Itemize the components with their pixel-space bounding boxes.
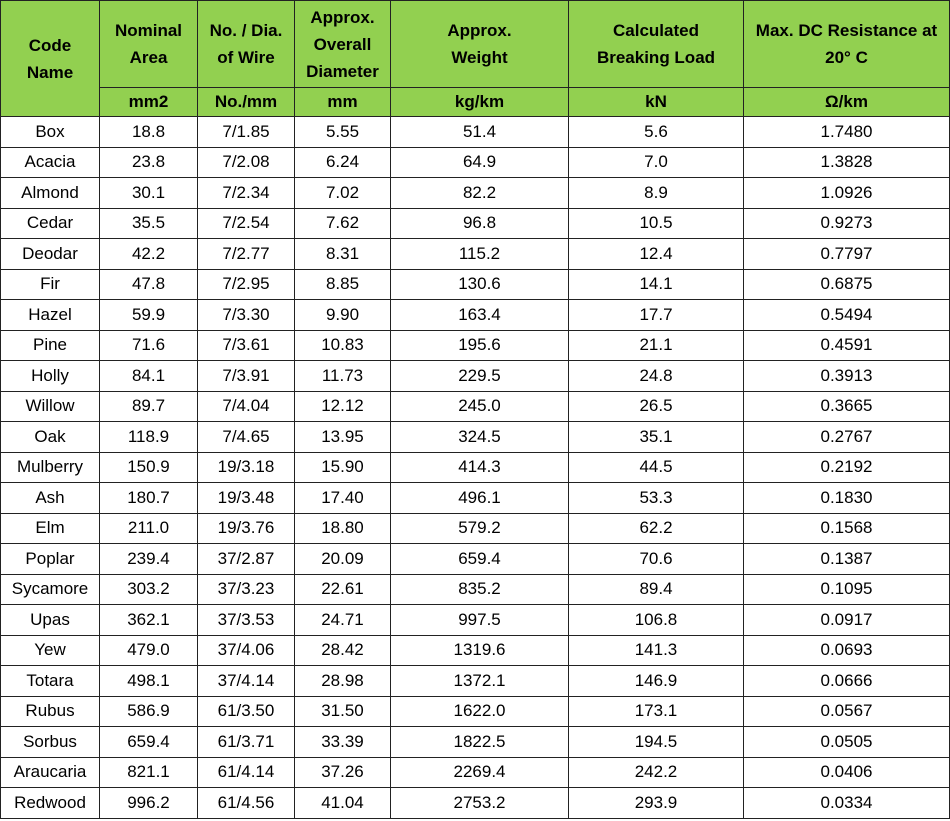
cell-code-name: Box bbox=[1, 117, 100, 148]
cell-dc-resistance: 0.0505 bbox=[744, 727, 950, 758]
cell-code-name: Hazel bbox=[1, 300, 100, 331]
cell-nominal-area: 23.8 bbox=[100, 147, 198, 178]
cell-overall-diameter: 22.61 bbox=[295, 574, 391, 605]
table-row bbox=[1, 788, 950, 819]
cell-code-name: Araucaria bbox=[1, 757, 100, 788]
table-row bbox=[1, 605, 950, 636]
cell-weight: 115.2 bbox=[391, 239, 569, 270]
cell-wire-count-diameter: 37/4.06 bbox=[198, 635, 295, 666]
cell-overall-diameter: 13.95 bbox=[295, 422, 391, 453]
cell-overall-diameter: 7.02 bbox=[295, 178, 391, 209]
cell-nominal-area: 996.2 bbox=[100, 788, 198, 819]
cell-wire-count-diameter: 7/2.95 bbox=[198, 269, 295, 300]
cell-nominal-area: 59.9 bbox=[100, 300, 198, 331]
cell-code-name: Cedar bbox=[1, 208, 100, 239]
cell-nominal-area: 821.1 bbox=[100, 757, 198, 788]
cell-overall-diameter: 9.90 bbox=[295, 300, 391, 331]
cell-overall-diameter: 8.85 bbox=[295, 269, 391, 300]
cell-weight: 1319.6 bbox=[391, 635, 569, 666]
cell-dc-resistance: 0.1387 bbox=[744, 544, 950, 575]
cell-breaking-load: 146.9 bbox=[569, 666, 744, 697]
cell-dc-resistance: 0.5494 bbox=[744, 300, 950, 331]
cell-breaking-load: 7.0 bbox=[569, 147, 744, 178]
cell-breaking-load: 242.2 bbox=[569, 757, 744, 788]
cell-code-name: Yew bbox=[1, 635, 100, 666]
cell-code-name: Redwood bbox=[1, 788, 100, 819]
cell-breaking-load: 12.4 bbox=[569, 239, 744, 270]
cell-weight: 1372.1 bbox=[391, 666, 569, 697]
cell-weight: 64.9 bbox=[391, 147, 569, 178]
cell-breaking-load: 141.3 bbox=[569, 635, 744, 666]
cell-dc-resistance: 0.3913 bbox=[744, 361, 950, 392]
table-row bbox=[1, 696, 950, 727]
table-row bbox=[1, 422, 950, 453]
cell-overall-diameter: 28.42 bbox=[295, 635, 391, 666]
cell-overall-diameter: 6.24 bbox=[295, 147, 391, 178]
table-row bbox=[1, 391, 950, 422]
cell-wire-count-diameter: 37/2.87 bbox=[198, 544, 295, 575]
cell-nominal-area: 47.8 bbox=[100, 269, 198, 300]
cell-overall-diameter: 17.40 bbox=[295, 483, 391, 514]
cell-breaking-load: 106.8 bbox=[569, 605, 744, 636]
cell-code-name: Pine bbox=[1, 330, 100, 361]
cell-overall-diameter: 41.04 bbox=[295, 788, 391, 819]
cell-code-name: Poplar bbox=[1, 544, 100, 575]
cell-weight: 1822.5 bbox=[391, 727, 569, 758]
cell-weight: 2269.4 bbox=[391, 757, 569, 788]
cell-dc-resistance: 0.0567 bbox=[744, 696, 950, 727]
table-row bbox=[1, 208, 950, 239]
cell-code-name: Totara bbox=[1, 666, 100, 697]
cell-overall-diameter: 10.83 bbox=[295, 330, 391, 361]
table-row bbox=[1, 178, 950, 209]
cell-wire-count-diameter: 37/4.14 bbox=[198, 666, 295, 697]
cell-nominal-area: 30.1 bbox=[100, 178, 198, 209]
cell-overall-diameter: 31.50 bbox=[295, 696, 391, 727]
cell-dc-resistance: 0.0666 bbox=[744, 666, 950, 697]
cell-weight: 1622.0 bbox=[391, 696, 569, 727]
cell-weight: 245.0 bbox=[391, 391, 569, 422]
header-unit-row bbox=[1, 88, 950, 117]
cell-breaking-load: 8.9 bbox=[569, 178, 744, 209]
cell-code-name: Sorbus bbox=[1, 727, 100, 758]
cell-overall-diameter: 18.80 bbox=[295, 513, 391, 544]
cell-breaking-load: 44.5 bbox=[569, 452, 744, 483]
cell-code-name: Deodar bbox=[1, 239, 100, 270]
cell-breaking-load: 14.1 bbox=[569, 269, 744, 300]
cell-overall-diameter: 28.98 bbox=[295, 666, 391, 697]
cell-dc-resistance: 0.1095 bbox=[744, 574, 950, 605]
cell-dc-resistance: 0.1830 bbox=[744, 483, 950, 514]
cell-wire-count-diameter: 37/3.53 bbox=[198, 605, 295, 636]
cell-nominal-area: 362.1 bbox=[100, 605, 198, 636]
cell-nominal-area: 118.9 bbox=[100, 422, 198, 453]
cell-code-name: Upas bbox=[1, 605, 100, 636]
cell-wire-count-diameter: 7/3.30 bbox=[198, 300, 295, 331]
cell-weight: 130.6 bbox=[391, 269, 569, 300]
header-code-name: Code Name bbox=[1, 1, 100, 117]
cell-breaking-load: 26.5 bbox=[569, 391, 744, 422]
table-row bbox=[1, 513, 950, 544]
cell-wire-count-diameter: 37/3.23 bbox=[198, 574, 295, 605]
cell-dc-resistance: 0.0406 bbox=[744, 757, 950, 788]
cell-weight: 835.2 bbox=[391, 574, 569, 605]
unit-wire-count-diameter: No./mm bbox=[198, 88, 295, 117]
cell-code-name: Elm bbox=[1, 513, 100, 544]
cell-dc-resistance: 0.1568 bbox=[744, 513, 950, 544]
cell-nominal-area: 35.5 bbox=[100, 208, 198, 239]
cell-wire-count-diameter: 7/2.54 bbox=[198, 208, 295, 239]
unit-nominal-area: mm2 bbox=[100, 88, 198, 117]
cell-wire-count-diameter: 7/2.34 bbox=[198, 178, 295, 209]
cell-nominal-area: 84.1 bbox=[100, 361, 198, 392]
table-row bbox=[1, 544, 950, 575]
table-row bbox=[1, 269, 950, 300]
header-overall-diameter: Approx. Overall Diameter bbox=[295, 1, 391, 88]
unit-overall-diameter: mm bbox=[295, 88, 391, 117]
cell-breaking-load: 194.5 bbox=[569, 727, 744, 758]
cell-dc-resistance: 0.0334 bbox=[744, 788, 950, 819]
header-wire-count-diameter: No. / Dia. of Wire bbox=[198, 1, 295, 88]
cell-code-name: Sycamore bbox=[1, 574, 100, 605]
table-row bbox=[1, 361, 950, 392]
table-row bbox=[1, 452, 950, 483]
cell-dc-resistance: 1.0926 bbox=[744, 178, 950, 209]
cell-code-name: Holly bbox=[1, 361, 100, 392]
cell-weight: 229.5 bbox=[391, 361, 569, 392]
cell-code-name: Willow bbox=[1, 391, 100, 422]
cell-overall-diameter: 37.26 bbox=[295, 757, 391, 788]
cell-code-name: Almond bbox=[1, 178, 100, 209]
cell-nominal-area: 303.2 bbox=[100, 574, 198, 605]
cell-nominal-area: 239.4 bbox=[100, 544, 198, 575]
cell-overall-diameter: 5.55 bbox=[295, 117, 391, 148]
cell-wire-count-diameter: 7/3.91 bbox=[198, 361, 295, 392]
cell-wire-count-diameter: 7/2.08 bbox=[198, 147, 295, 178]
cell-breaking-load: 24.8 bbox=[569, 361, 744, 392]
cell-breaking-load: 89.4 bbox=[569, 574, 744, 605]
cell-wire-count-diameter: 19/3.76 bbox=[198, 513, 295, 544]
cell-wire-count-diameter: 7/4.65 bbox=[198, 422, 295, 453]
cell-nominal-area: 498.1 bbox=[100, 666, 198, 697]
cell-nominal-area: 180.7 bbox=[100, 483, 198, 514]
cell-breaking-load: 62.2 bbox=[569, 513, 744, 544]
cell-wire-count-diameter: 61/3.71 bbox=[198, 727, 295, 758]
cell-wire-count-diameter: 61/4.14 bbox=[198, 757, 295, 788]
cell-dc-resistance: 0.2767 bbox=[744, 422, 950, 453]
cell-breaking-load: 173.1 bbox=[569, 696, 744, 727]
cell-breaking-load: 53.3 bbox=[569, 483, 744, 514]
table-row bbox=[1, 239, 950, 270]
cell-wire-count-diameter: 7/1.85 bbox=[198, 117, 295, 148]
cell-breaking-load: 293.9 bbox=[569, 788, 744, 819]
cell-wire-count-diameter: 61/4.56 bbox=[198, 788, 295, 819]
cell-code-name: Acacia bbox=[1, 147, 100, 178]
cell-overall-diameter: 24.71 bbox=[295, 605, 391, 636]
cell-dc-resistance: 1.3828 bbox=[744, 147, 950, 178]
cell-breaking-load: 21.1 bbox=[569, 330, 744, 361]
table-header bbox=[1, 1, 950, 117]
cell-breaking-load: 5.6 bbox=[569, 117, 744, 148]
header-dc-resistance: Max. DC Resistance at 20° C bbox=[744, 1, 950, 88]
cell-nominal-area: 150.9 bbox=[100, 452, 198, 483]
table-row bbox=[1, 666, 950, 697]
cell-nominal-area: 71.6 bbox=[100, 330, 198, 361]
cell-weight: 324.5 bbox=[391, 422, 569, 453]
header-title-row bbox=[1, 1, 950, 88]
unit-weight: kg/km bbox=[391, 88, 569, 117]
header-breaking-load: Calculated Breaking Load bbox=[569, 1, 744, 88]
cell-overall-diameter: 7.62 bbox=[295, 208, 391, 239]
cell-weight: 51.4 bbox=[391, 117, 569, 148]
table-body bbox=[1, 117, 950, 819]
cell-overall-diameter: 11.73 bbox=[295, 361, 391, 392]
cell-weight: 496.1 bbox=[391, 483, 569, 514]
cell-overall-diameter: 20.09 bbox=[295, 544, 391, 575]
table-row bbox=[1, 117, 950, 148]
header-weight: Approx. Weight bbox=[391, 1, 569, 88]
cell-wire-count-diameter: 19/3.18 bbox=[198, 452, 295, 483]
cell-nominal-area: 586.9 bbox=[100, 696, 198, 727]
cell-breaking-load: 17.7 bbox=[569, 300, 744, 331]
cell-overall-diameter: 33.39 bbox=[295, 727, 391, 758]
cell-weight: 195.6 bbox=[391, 330, 569, 361]
unit-breaking-load: kN bbox=[569, 88, 744, 117]
cell-nominal-area: 42.2 bbox=[100, 239, 198, 270]
cell-wire-count-diameter: 61/3.50 bbox=[198, 696, 295, 727]
cell-weight: 997.5 bbox=[391, 605, 569, 636]
table-row bbox=[1, 330, 950, 361]
cell-weight: 96.8 bbox=[391, 208, 569, 239]
cell-overall-diameter: 12.12 bbox=[295, 391, 391, 422]
cell-wire-count-diameter: 7/2.77 bbox=[198, 239, 295, 270]
cell-nominal-area: 659.4 bbox=[100, 727, 198, 758]
cell-breaking-load: 35.1 bbox=[569, 422, 744, 453]
cell-weight: 2753.2 bbox=[391, 788, 569, 819]
cell-weight: 414.3 bbox=[391, 452, 569, 483]
cell-wire-count-diameter: 19/3.48 bbox=[198, 483, 295, 514]
unit-dc-resistance: Ω/km bbox=[744, 88, 950, 117]
cell-nominal-area: 89.7 bbox=[100, 391, 198, 422]
cell-code-name: Ash bbox=[1, 483, 100, 514]
cell-dc-resistance: 0.7797 bbox=[744, 239, 950, 270]
cell-dc-resistance: 0.4591 bbox=[744, 330, 950, 361]
cell-overall-diameter: 15.90 bbox=[295, 452, 391, 483]
table-row bbox=[1, 483, 950, 514]
table-row bbox=[1, 635, 950, 666]
table-row bbox=[1, 300, 950, 331]
cell-breaking-load: 70.6 bbox=[569, 544, 744, 575]
cell-weight: 163.4 bbox=[391, 300, 569, 331]
cell-nominal-area: 479.0 bbox=[100, 635, 198, 666]
cell-overall-diameter: 8.31 bbox=[295, 239, 391, 270]
cell-code-name: Oak bbox=[1, 422, 100, 453]
cell-code-name: Fir bbox=[1, 269, 100, 300]
cell-dc-resistance: 0.6875 bbox=[744, 269, 950, 300]
cell-wire-count-diameter: 7/3.61 bbox=[198, 330, 295, 361]
table-row bbox=[1, 147, 950, 178]
cell-dc-resistance: 0.3665 bbox=[744, 391, 950, 422]
cell-weight: 82.2 bbox=[391, 178, 569, 209]
cell-dc-resistance: 0.0693 bbox=[744, 635, 950, 666]
cell-weight: 579.2 bbox=[391, 513, 569, 544]
table-row bbox=[1, 727, 950, 758]
cell-dc-resistance: 0.0917 bbox=[744, 605, 950, 636]
cell-dc-resistance: 0.9273 bbox=[744, 208, 950, 239]
cell-code-name: Rubus bbox=[1, 696, 100, 727]
cell-weight: 659.4 bbox=[391, 544, 569, 575]
cell-dc-resistance: 0.2192 bbox=[744, 452, 950, 483]
cell-nominal-area: 18.8 bbox=[100, 117, 198, 148]
cell-nominal-area: 211.0 bbox=[100, 513, 198, 544]
cell-breaking-load: 10.5 bbox=[569, 208, 744, 239]
cell-code-name: Mulberry bbox=[1, 452, 100, 483]
table-row bbox=[1, 574, 950, 605]
cell-dc-resistance: 1.7480 bbox=[744, 117, 950, 148]
cell-wire-count-diameter: 7/4.04 bbox=[198, 391, 295, 422]
header-nominal-area: Nominal Area bbox=[100, 1, 198, 88]
table-row bbox=[1, 757, 950, 788]
